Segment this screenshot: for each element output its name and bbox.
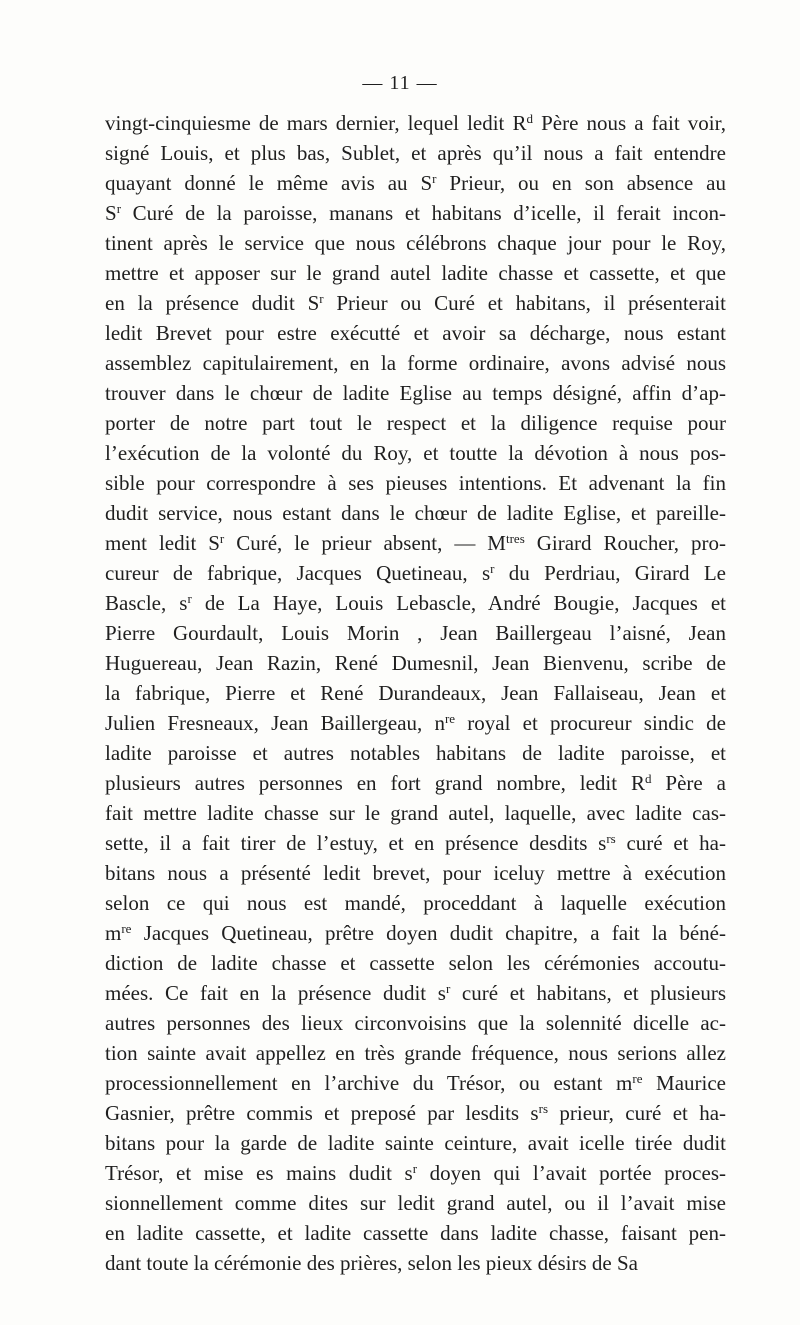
text-line	[105, 528, 726, 558]
text-line	[105, 408, 726, 438]
text-run: m	[105, 921, 122, 945]
superscript: re	[444, 710, 456, 726]
text-line	[105, 138, 726, 168]
text-line	[105, 348, 726, 378]
superscript: r	[412, 1160, 418, 1176]
text-run: doyen qui l’avait portée proces-	[417, 1161, 726, 1185]
text-run: tion sainte avait appellez en très grande fréquence, nous serions allez	[105, 1041, 726, 1065]
text-run: royal et procureur sindic de	[455, 711, 726, 735]
text-run: vingt-cinquiesme de mars dernier, lequel ledit R	[105, 111, 527, 135]
superscript: rs	[606, 830, 616, 846]
text-run: Curé, le prieur absent, — M	[224, 531, 506, 555]
text-run: dant toute la cérémonie des prières, selon les pieux désirs de Sa	[105, 1251, 638, 1275]
text-run: Huguereau, Jean Razin, René Dumesnil, Jean Bienvenu, scribe de	[105, 651, 726, 675]
text-run: Prieur ou Curé et habitans, il présenterait	[323, 291, 726, 315]
superscript: re	[632, 1070, 643, 1086]
text-run: ment ledit S	[105, 531, 220, 555]
text-line	[105, 318, 726, 348]
text-run: Julien Fresneaux, Jean Baillergeau, n	[105, 711, 445, 735]
text-run: du Perdriau, Girard Le	[494, 561, 726, 585]
text-run: Jacques Quetineau, prêtre doyen dudit chapitre, a fait la béné-	[131, 921, 726, 945]
text-run: curé et habitans, et plusieurs	[450, 981, 726, 1005]
text-line	[105, 168, 726, 198]
text-line	[105, 1218, 726, 1248]
text-line	[105, 1248, 726, 1278]
text-run: plusieurs autres personnes en fort grand nombre, ledit R	[105, 771, 645, 795]
text-run: Curé de la paroisse, manans et habitans d’icelle, il ferait incon-	[121, 201, 726, 225]
text-run: bitans pour la garde de ladite sainte ceinture, avait icelle tirée dudit	[105, 1131, 726, 1155]
text-run: signé Louis, et plus bas, Sublet, et après qu’il nous a fait entendre	[105, 141, 726, 165]
text-line	[105, 558, 726, 588]
text-line	[105, 288, 726, 318]
text-line	[105, 858, 726, 888]
text-run: sionnellement comme dites sur ledit grand autel, ou il l’avait mise	[105, 1191, 726, 1215]
text-run: de La Haye, Louis Lebascle, André Bougie, Jacques et	[191, 591, 726, 615]
text-run: Père nous a fait voir,	[533, 111, 726, 135]
text-line	[105, 798, 726, 828]
superscript: d	[526, 110, 534, 126]
superscript: r	[319, 290, 324, 306]
text-line	[105, 1068, 726, 1098]
text-line	[105, 738, 726, 768]
text-line	[105, 888, 726, 918]
text-line	[105, 1158, 726, 1188]
text-line	[105, 108, 726, 138]
text-run: quayant donné le même avis au S	[105, 171, 433, 195]
page-number: — 11 —	[362, 72, 438, 94]
superscript: r	[432, 170, 437, 186]
text-run: sible pour correspondre à ses pieuses intentions. Et advenant la fin	[105, 471, 726, 495]
text-line	[105, 1098, 726, 1128]
superscript: rs	[538, 1100, 549, 1116]
text-line	[105, 438, 726, 468]
superscript: r	[116, 200, 122, 216]
text-run: mées. Ce fait en la présence dudit s	[105, 981, 446, 1005]
text-line	[105, 1128, 726, 1158]
text-run: en la présence dudit S	[105, 291, 320, 315]
text-run: ladite paroisse et autres notables habitans de ladite paroisse, et	[105, 741, 726, 765]
superscript: tres	[505, 530, 525, 546]
text-run: trouver dans le chœur de ladite Eglise au temps désigné, affin d’ap-	[105, 381, 726, 405]
text-run: selon ce qui nous est mandé, proceddant à laquelle exécution	[105, 891, 726, 915]
text-line	[105, 918, 726, 948]
text-line	[105, 1188, 726, 1218]
superscript: r	[490, 560, 495, 576]
text-run: dudit service, nous estant dans le chœur de ladite Eglise, et pareille-	[105, 501, 726, 525]
text-run: l’exécution de la volonté du Roy, et toutte la dévotion à nous pos-	[105, 441, 726, 465]
text-line	[105, 1038, 726, 1068]
text-run: assemblez capitulairement, en la forme ordinaire, avons advisé nous	[105, 351, 726, 375]
text-line	[105, 258, 726, 288]
text-line	[105, 1008, 726, 1038]
text-run: mettre et apposer sur le grand autel ladite chasse et cassette, et que	[105, 261, 726, 285]
text-line	[105, 468, 726, 498]
text-run: Gasnier, prêtre commis et preposé par lesdits s	[105, 1101, 539, 1125]
text-run: diction de ladite chasse et cassette selon les cérémonies accoutu-	[105, 951, 726, 975]
text-run: Trésor, et mise es mains dudit s	[105, 1161, 413, 1185]
superscript: r	[187, 590, 192, 606]
text-run: porter de notre part tout le respect et la diligence requise pour	[105, 411, 726, 435]
text-run: la fabrique, Pierre et René Durandeaux, Jean Fallaiseau, Jean et	[105, 681, 726, 705]
text-run: autres personnes des lieux circonvoisins que la solennité dicelle ac-	[105, 1011, 726, 1035]
text-run: tinent après le service que nous célébrons chaque jour pour le Roy,	[105, 231, 726, 255]
text-line	[105, 768, 726, 798]
text-line	[105, 198, 726, 228]
text-run: Maurice	[642, 1071, 727, 1095]
text-line	[105, 708, 726, 738]
text-run: S	[105, 201, 117, 225]
text-run: Père a	[651, 771, 726, 795]
text-run: Girard Roucher, pro-	[524, 531, 726, 555]
text-line	[105, 618, 726, 648]
text-run: fait mettre ladite chasse sur le grand autel, laquelle, avec ladite cas-	[105, 801, 726, 825]
text-run: ledit Brevet pour estre exécutté et avoir sa décharge, nous estant	[105, 321, 726, 345]
text-line	[105, 228, 726, 258]
text-run: Prieur, ou en son absence au	[436, 171, 726, 195]
text-run: Pierre Gourdault, Louis Morin , Jean Baillergeau l’aisné, Jean	[105, 621, 726, 645]
text-line	[105, 828, 726, 858]
text-run: en ladite cassette, et ladite cassette dans ladite chasse, faisant pen-	[105, 1221, 726, 1245]
text-run: processionnellement en l’archive du Trésor, ou estant m	[105, 1071, 633, 1095]
text-run: sette, il a fait tirer de l’estuy, et en présence desdits s	[105, 831, 607, 855]
superscript: d	[645, 770, 652, 786]
text-run: curé et ha-	[615, 831, 726, 855]
text-line	[105, 978, 726, 1008]
text-run: bitans nous a présenté ledit brevet, pour iceluy mettre à exécution	[105, 861, 726, 885]
text-line	[105, 648, 726, 678]
text-run: cureur de fabrique, Jacques Quetineau, s	[105, 561, 491, 585]
superscript: re	[121, 920, 132, 936]
text-run: prieur, curé et ha-	[548, 1101, 727, 1125]
text-line	[105, 948, 726, 978]
text-line	[105, 498, 726, 528]
text-line	[105, 588, 726, 618]
text-line	[105, 678, 726, 708]
superscript: r	[445, 980, 451, 996]
superscript: r	[219, 530, 225, 546]
text-line	[105, 378, 726, 408]
text-run: Bascle, s	[105, 591, 188, 615]
